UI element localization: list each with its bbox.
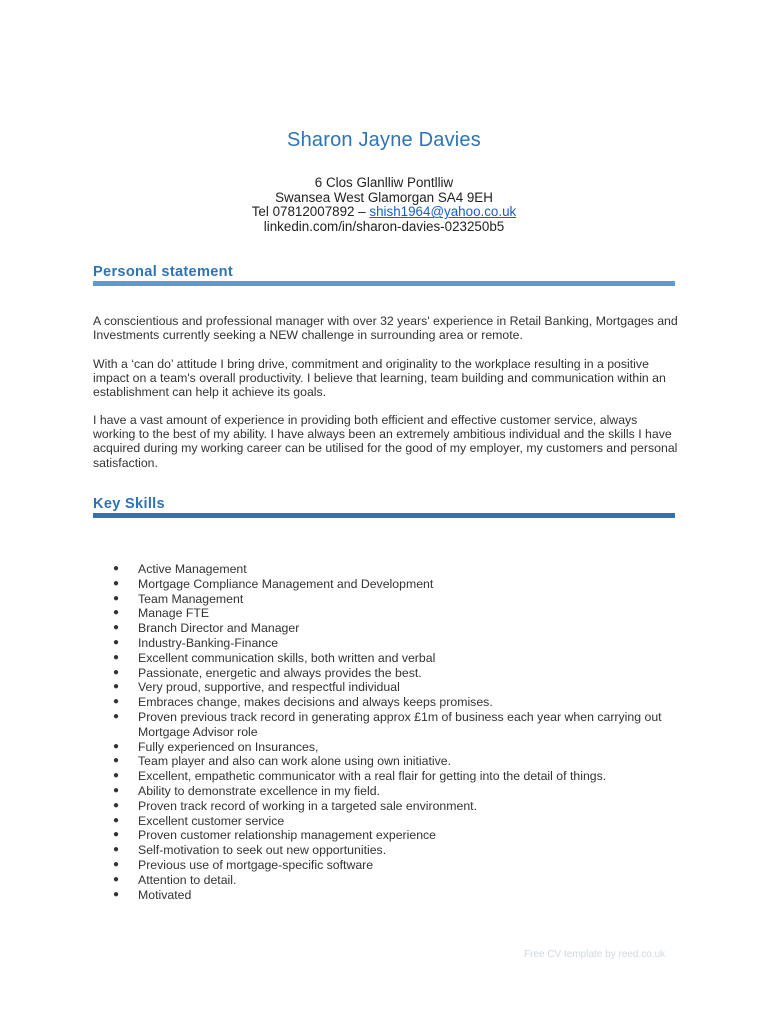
skill-text: Motivated [138, 887, 192, 902]
bullet-icon: ● [113, 666, 120, 678]
bullet-icon: ● [113, 740, 120, 752]
skill-item [93, 858, 678, 873]
skill-text: Proven track record of working in a targeted sale environment. [138, 798, 478, 813]
bullet-icon: ● [113, 829, 120, 841]
bullet-icon: ● [113, 858, 120, 870]
skill-text: Proven previous track record in generating approx £1m of business each year when carrying out Mortgage Advisor role [138, 709, 662, 739]
skill-item [93, 843, 678, 858]
skill-item [93, 651, 678, 666]
skill-item [93, 740, 678, 755]
skill-text: Active Management [138, 562, 247, 576]
skill-item [93, 754, 678, 769]
skill-item [93, 769, 678, 784]
bullet-icon: ● [113, 622, 120, 634]
skill-item [93, 695, 678, 710]
bullet-icon: ● [113, 784, 120, 796]
skill-text: Excellent communication skills, both written and verbal [138, 650, 436, 665]
skill-item [93, 606, 678, 621]
bullet-icon: ● [113, 888, 120, 900]
skill-text: Very proud, supportive, and respectful individual [138, 680, 400, 695]
skill-text: Previous use of mortgage-specific software [138, 857, 374, 872]
skill-text: Proven customer relationship management experience [138, 828, 437, 843]
skill-item [93, 873, 678, 888]
bullet-icon: ● [113, 873, 120, 885]
phone-text: Tel 07812007892 – [251, 204, 370, 220]
bullet-icon: ● [113, 814, 120, 826]
bullet-icon: ● [113, 577, 120, 589]
skill-item [93, 562, 678, 577]
email-link[interactable]: shish1964@yahoo.co.uk [369, 204, 517, 220]
bullet-icon: ● [113, 710, 120, 722]
skill-text: Fully experienced on Insurances, [138, 739, 319, 754]
address-line-2: Swansea West Glamorgan SA4 9EH [275, 189, 493, 205]
statement-paragraph-3: I have a vast amount of experience in providing both efficient and effective customer service, always working to the best of my ability. I have always been an extremely ambitious individual and the skills I have acquired during my working career can be utilised for the good of my employer, my customers and personal satisfaction. [93, 413, 678, 470]
skill-text: Mortgage Compliance Management and Development [138, 576, 434, 591]
linkedin-url: linkedin.com/in/sharon-davies-023250b5 [263, 218, 505, 234]
bullet-icon: ● [113, 607, 120, 619]
skill-item [93, 680, 678, 695]
skill-text: Industry-Banking-Finance [138, 635, 279, 650]
bullet-icon: ● [113, 696, 120, 708]
key-skills-heading: Key Skills [93, 496, 165, 512]
skill-text: Team player and also can work alone using own initiative. [138, 754, 452, 769]
skill-text: Team Management [138, 591, 244, 606]
statement-paragraph-1: A conscientious and professional manager with over 32 years' experience in Retail Banking, Mortgages and Investments currently seeking a NEW challenge in surrounding area or remote. [93, 314, 678, 343]
address-line-1: 6 Clos Glanlliw Pontlliw [314, 175, 454, 190]
phone-email-line [0, 205, 768, 220]
skill-item [93, 784, 678, 799]
skill-text: Self-motivation to seek out new opportunities. [138, 843, 387, 858]
template-credit: Free CV template by reed.co.uk [524, 949, 666, 960]
skill-item [93, 828, 678, 843]
skill-item [93, 888, 678, 903]
bullet-icon: ● [113, 636, 120, 648]
personal-statement-heading: Personal statement [93, 264, 234, 280]
skill-text: Attention to detail. [138, 872, 237, 887]
bullet-icon: ● [113, 681, 120, 693]
skill-text: Embraces change, makes decisions and always keeps promises. [138, 695, 493, 710]
statement-paragraph-2: With a ‘can do’ attitude I bring drive, commitment and originality to the workplace resulting in a positive impact on a team's overall productivity. I believe that learning, team building and communication within an establishment can help it achieve its goals. [93, 357, 666, 400]
skill-text: Excellent, empathetic communicator with a real flair for getting into the detail of things. [138, 769, 607, 784]
skill-text: Manage FTE [138, 606, 210, 621]
bullet-icon: ● [113, 799, 120, 811]
skill-item [93, 799, 678, 814]
candidate-name: Sharon Jayne Davies [287, 129, 481, 151]
personal-statement-divider [93, 281, 675, 286]
skill-item [93, 577, 678, 592]
skill-text: Excellent customer service [138, 813, 285, 828]
skill-text: Passionate, energetic and always provides the best. [138, 665, 422, 680]
bullet-icon: ● [113, 755, 120, 767]
skill-text: Ability to demonstrate excellence in my field. [138, 783, 380, 798]
bullet-icon: ● [113, 563, 120, 574]
key-skills-list [93, 562, 678, 902]
key-skills-divider [93, 513, 675, 518]
skill-item [93, 621, 678, 636]
skill-item [93, 592, 678, 607]
skill-item [93, 666, 678, 681]
bullet-icon: ● [113, 592, 120, 604]
skill-item [93, 710, 678, 740]
bullet-icon: ● [113, 844, 120, 856]
skill-text: Branch Director and Manager [138, 621, 300, 636]
bullet-icon: ● [113, 651, 120, 663]
contact-block [0, 176, 768, 234]
bullet-icon: ● [113, 770, 120, 782]
skill-item [93, 636, 678, 651]
skill-item [93, 814, 678, 829]
